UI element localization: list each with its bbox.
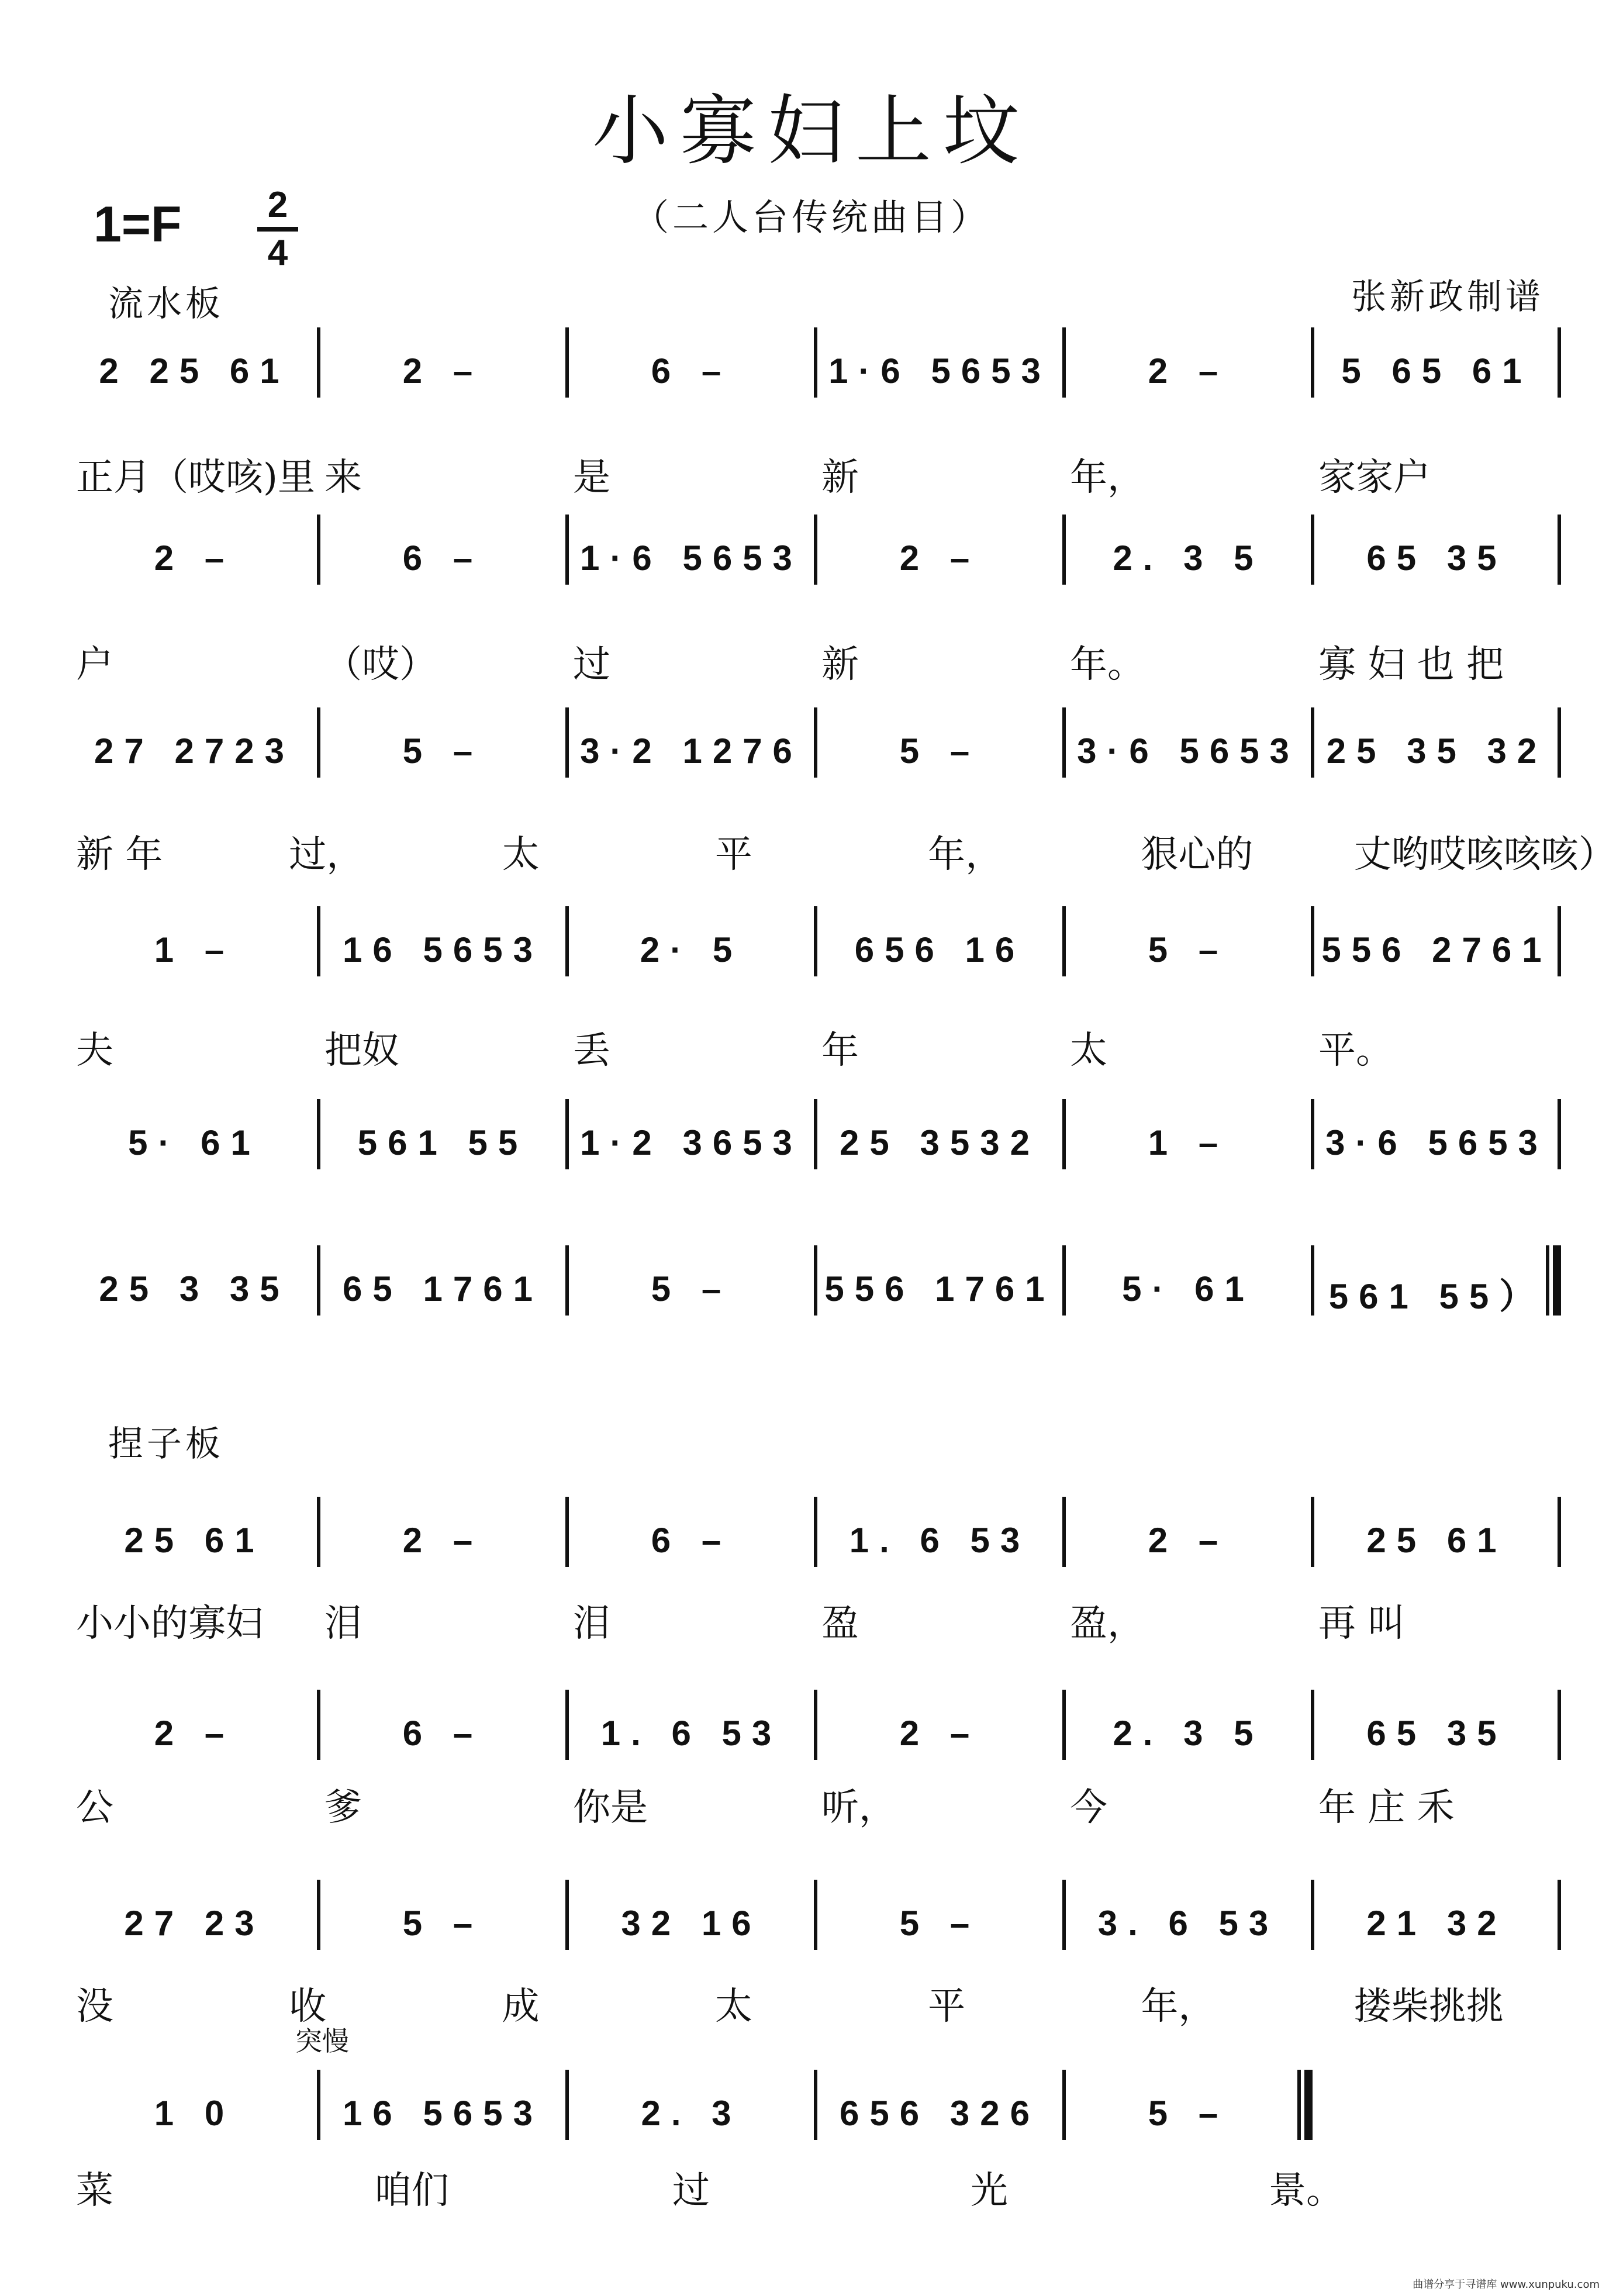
lyric-word: 景。 — [1269, 2169, 1344, 2212]
lyric-word: 是 — [573, 456, 610, 499]
lyric-word: 泪 — [573, 1602, 610, 1645]
lyric-word: 太 — [502, 833, 540, 876]
measure-notes: 2 – — [899, 1714, 980, 1753]
measure-notes: 2. 3 — [641, 2094, 742, 2133]
measure-notes: 25 61 — [124, 1521, 265, 1560]
measure-notes: 25 3 35 — [99, 1269, 290, 1308]
lyric-line — [70, 634, 1561, 687]
lyric-word: 来 — [324, 456, 362, 499]
measure-notes: 5 – — [402, 1904, 484, 1943]
measure-notes: 2 25 61 — [99, 351, 290, 391]
lyric-word: （哎） — [324, 643, 437, 686]
measure-notes: 2· 5 — [640, 930, 743, 969]
measure-notes: 561 55） — [1328, 1277, 1545, 1316]
lyric-word: 小小的寡妇 — [76, 1602, 263, 1645]
measure-notes: 6 – — [402, 538, 484, 578]
measure — [1064, 2070, 1313, 2140]
lyric-word: 你是 — [573, 1786, 648, 1829]
lyric-word: 户 — [76, 643, 113, 686]
measure — [816, 1099, 1064, 1169]
measure-notes: 5 – — [899, 731, 980, 771]
measure-notes: 1 – — [154, 930, 235, 969]
measure-notes: 1 0 — [154, 2094, 235, 2133]
measure — [70, 1245, 319, 1316]
final-barline-thick — [1553, 1245, 1561, 1316]
measure — [1313, 327, 1561, 398]
measure — [1313, 1880, 1561, 1950]
measure — [1064, 1690, 1313, 1760]
lyric-word: 成 — [502, 1985, 540, 2028]
measure — [70, 1880, 319, 1950]
lyric-word: 收 — [289, 1985, 327, 2028]
lyric-line — [70, 2160, 1561, 2213]
subtitle: （二人台传统曲目） — [632, 196, 990, 239]
key-signature: 1=F — [94, 196, 182, 253]
lyric-line — [70, 447, 1561, 500]
measure-notes: 556 1761 — [824, 1269, 1055, 1308]
page-title: 小寡妇上坟 — [592, 87, 1031, 175]
barline — [1558, 906, 1561, 976]
measure-notes: 27 23 — [124, 1904, 265, 1943]
lyric-word: 年 庄 禾 — [1318, 1786, 1455, 1829]
measure — [70, 1099, 319, 1169]
measure — [319, 1880, 567, 1950]
measure-notes: 65 35 — [1366, 538, 1507, 578]
lyric-word: 今 — [1070, 1786, 1107, 1829]
measure-notes: 2 – — [154, 1714, 235, 1753]
score-line — [70, 2070, 1561, 2140]
measure-notes: 5 65 61 — [1341, 351, 1532, 391]
measure-notes: 2 – — [402, 1521, 484, 1560]
measure-notes: 16 5653 — [343, 2094, 543, 2133]
lyric-word: 过 — [672, 2169, 710, 2212]
score-line — [70, 1497, 1561, 1567]
measure — [1064, 906, 1313, 976]
measure-notes: 2. 3 5 — [1113, 1714, 1264, 1753]
lyric-word: 年， — [1141, 1985, 1216, 2028]
lyric-word: 过， — [289, 833, 364, 876]
measure — [1064, 515, 1313, 585]
lyric-word: 平 — [928, 1985, 966, 2028]
measure-notes: 65 35 — [1366, 1714, 1507, 1753]
measure — [319, 327, 567, 398]
measure-notes: 3. 6 53 — [1097, 1904, 1279, 1943]
measure — [319, 707, 567, 778]
score-line — [70, 515, 1561, 585]
measure-notes: 16 5653 — [343, 930, 543, 969]
lyric-word: 光 — [971, 2169, 1008, 2212]
measure — [319, 2070, 567, 2140]
measure — [567, 515, 816, 585]
barline — [1558, 1880, 1561, 1950]
lyric-word: 平。 — [1318, 1029, 1393, 1072]
lyric-word: 太 — [714, 1985, 752, 2028]
barline — [1558, 1099, 1561, 1169]
measure-notes: 25 3532 — [840, 1123, 1040, 1162]
measure — [70, 327, 319, 398]
measure-notes: 5 – — [1148, 930, 1229, 969]
measure — [1064, 1245, 1313, 1316]
measure — [1313, 1099, 1561, 1169]
lyric-word: 盈， — [1070, 1602, 1145, 1645]
measure-notes: 1 – — [1148, 1123, 1229, 1162]
measure — [319, 515, 567, 585]
lyric-word: 夫 — [76, 1029, 113, 1072]
measure — [319, 1099, 567, 1169]
measure-notes: 65 1761 — [343, 1269, 543, 1308]
meter-top: 2 — [267, 185, 288, 225]
measure — [1313, 707, 1561, 778]
lyric-word: 搂柴挑挑 — [1353, 1985, 1504, 2028]
measure — [1064, 1880, 1313, 1950]
measure-notes: 2 – — [1148, 351, 1229, 391]
measure-notes: 3·6 5653 — [1077, 731, 1300, 771]
measure — [1064, 1497, 1313, 1567]
barline — [1558, 327, 1561, 398]
measure — [567, 1497, 816, 1567]
meter-divider — [257, 227, 298, 232]
measure-notes: 25 35 32 — [1326, 731, 1548, 771]
lyric-word: 没 — [76, 1985, 113, 2028]
lyric-word: 菜 — [76, 2169, 113, 2212]
lyric-word: 年， — [928, 833, 1003, 876]
measure — [816, 906, 1064, 976]
measure — [70, 707, 319, 778]
lyric-word: 年。 — [1070, 643, 1145, 686]
composer-credit: 张新政制谱 — [1351, 277, 1544, 317]
measure — [319, 1245, 567, 1316]
measure — [1313, 906, 1561, 976]
measure-notes: 1. 6 53 — [849, 1521, 1031, 1560]
barline — [1558, 1497, 1561, 1567]
section-label-niezi: 捏子板 — [108, 1424, 224, 1465]
measure — [70, 1690, 319, 1760]
tempo-marking: 突慢 — [295, 2025, 349, 2057]
measure-notes: 561 55 — [357, 1123, 529, 1162]
time-signature — [257, 186, 298, 272]
lyric-word: 正月（哎咳)里 — [76, 456, 315, 499]
lyric-word: 新 年 — [76, 833, 163, 876]
measure-notes: 656 16 — [854, 930, 1025, 969]
measure — [567, 1690, 816, 1760]
lyric-line — [70, 1593, 1561, 1646]
measure-notes: 656 326 — [840, 2094, 1040, 2133]
score-line — [70, 906, 1561, 976]
lyric-word: 把奴 — [324, 1029, 399, 1072]
measure-notes: 556 2761 — [1321, 930, 1552, 969]
measure — [1064, 327, 1313, 398]
measure-notes: 3·6 5653 — [1325, 1123, 1548, 1162]
measure-notes: 27 2723 — [94, 731, 295, 771]
score-line — [70, 1245, 1561, 1316]
measure — [567, 2070, 816, 2140]
measure — [319, 906, 567, 976]
lyric-word: 家家户 — [1318, 456, 1431, 499]
measure-notes: 6 – — [402, 1714, 484, 1753]
final-barline-thin — [1546, 1245, 1549, 1316]
measure — [816, 1245, 1064, 1316]
measure — [1313, 1497, 1561, 1567]
lyric-word: 狠心的 — [1141, 833, 1253, 876]
measure — [567, 327, 816, 398]
measure-notes: 2 – — [402, 351, 484, 391]
barline — [1558, 515, 1561, 585]
measure — [816, 707, 1064, 778]
measure — [1313, 515, 1561, 585]
watermark-footer: 曲谱分享于寻谱库 www.xunpuku.com — [1413, 2278, 1600, 2291]
measure — [1064, 1099, 1313, 1169]
lyric-word: 年， — [1070, 456, 1145, 499]
measure-notes: 5 – — [651, 1269, 732, 1308]
lyric-word: 公 — [76, 1786, 113, 1829]
lyric-line — [70, 1020, 1561, 1073]
measure — [1313, 1245, 1561, 1316]
score-line — [70, 1099, 1561, 1169]
measure — [816, 2070, 1064, 2140]
measure-notes: 1·2 3653 — [580, 1123, 803, 1162]
measure — [567, 1099, 816, 1169]
measure — [816, 327, 1064, 398]
measure — [816, 1690, 1064, 1760]
lyric-word: 丢 — [573, 1029, 610, 1072]
measure-notes: 2 – — [1148, 1521, 1229, 1560]
measure-notes: 5· 61 — [1122, 1269, 1255, 1308]
measure — [816, 1497, 1064, 1567]
measure — [70, 2070, 319, 2140]
measure — [567, 1245, 816, 1316]
measure-notes: 5 – — [1148, 2094, 1229, 2133]
meter-bottom: 4 — [267, 233, 288, 273]
barline — [1558, 707, 1561, 778]
final-barline-thick — [1304, 2070, 1313, 2140]
lyric-word: 新 — [821, 643, 859, 686]
measure-notes: 32 16 — [621, 1904, 762, 1943]
measure-notes: 1·6 5653 — [828, 351, 1051, 391]
measure-notes: 2. 3 5 — [1113, 538, 1264, 578]
score-line — [70, 707, 1561, 778]
measure — [816, 1880, 1064, 1950]
lyric-line — [70, 1976, 1561, 2029]
measure-notes: 2 – — [154, 538, 235, 578]
measure-notes: 25 61 — [1366, 1521, 1507, 1560]
measure — [70, 515, 319, 585]
lyric-word: 盈 — [821, 1602, 859, 1645]
measure — [1064, 707, 1313, 778]
lyric-word: 寡 妇 也 把 — [1318, 643, 1504, 686]
section-label-liushui: 流水板 — [108, 284, 224, 324]
measure-notes: 1·6 5653 — [580, 538, 803, 578]
measure-notes: 6 – — [651, 351, 732, 391]
lyric-word: 爹 — [324, 1786, 362, 1829]
lyric-line — [70, 824, 1616, 877]
lyric-word: 太 — [1070, 1029, 1107, 1072]
lyric-word: 新 — [821, 456, 859, 499]
measure — [1313, 1690, 1561, 1760]
lyric-line — [70, 1777, 1561, 1830]
measure — [567, 707, 816, 778]
final-barline-thin — [1297, 2070, 1301, 2140]
measure-notes: 6 – — [651, 1521, 732, 1560]
score-line — [70, 1880, 1561, 1950]
lyric-word: 年 — [821, 1029, 859, 1072]
score-line — [70, 327, 1561, 398]
measure-notes: 5 – — [402, 731, 484, 771]
measure — [567, 1880, 816, 1950]
measure — [567, 906, 816, 976]
measure-notes: 2 – — [899, 538, 980, 578]
measure — [70, 1497, 319, 1567]
lyric-word: 平 — [714, 833, 752, 876]
lyric-word: 再 叫 — [1318, 1602, 1406, 1645]
measure-notes: 3·2 1276 — [580, 731, 803, 771]
measure-notes: 5· 61 — [128, 1123, 261, 1162]
score-line — [70, 1690, 1561, 1760]
measure — [319, 1690, 567, 1760]
measure-notes: 5 – — [899, 1904, 980, 1943]
measure-notes: 1. 6 53 — [600, 1714, 782, 1753]
measure — [319, 1497, 567, 1567]
measure-notes: 21 32 — [1366, 1904, 1507, 1943]
barline — [1558, 1690, 1561, 1760]
lyric-word: 听， — [821, 1786, 896, 1829]
lyric-word: 过 — [573, 643, 610, 686]
measure — [816, 515, 1064, 585]
lyric-word: 咱们 — [374, 2169, 449, 2212]
lyric-word: 丈哟哎咳咳咳） — [1353, 833, 1616, 876]
lyric-word: 泪 — [324, 1602, 362, 1645]
measure — [70, 906, 319, 976]
